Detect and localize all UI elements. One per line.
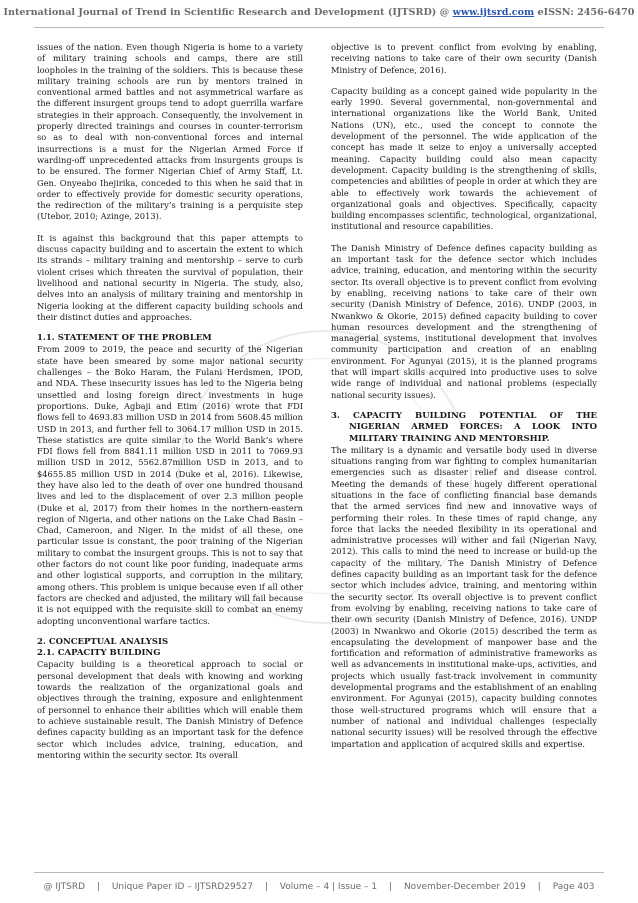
journal-title: International Journal of Trend in Scientific Research and Development (IJTSRD) xyxy=(3,7,437,18)
paragraph: objective is to prevent conflict from evolving by enabling, receiving nations to take care of their own security (Danish Ministry of Defence, 2016). xyxy=(331,42,597,75)
left-column xyxy=(37,42,303,850)
section-heading-capacity-building-potential: 3. CAPACITY BUILDING POTENTIAL OF THE NIGERIAN ARMED FORCES: A LOOK INTO MILITARY TRAINING AND MENTORSHIP. xyxy=(331,410,597,444)
footer-rule xyxy=(34,872,604,873)
journal-header xyxy=(0,0,638,26)
footer-volume: Volume – 4 | Issue – 1 xyxy=(279,882,378,892)
paragraph: Capacity building is a theoretical approach to social or personal development that deals with knowing and working towards the realization of the organizational goals and objectives through the training, exposure and enlightenment of personnel to enhance their abilities which will enable them to achieve sustainable result. The Danish Ministry of Defence defines capacity building as an important task for the defence sector which includes advice, training, education, and mentoring within the security sector. Its overall xyxy=(37,659,303,760)
paragraph: From 2009 to 2019, the peace and security of the Nigerian state have been smeared by some major national security challenges – the Boko Haram, the Fulani Herdsmen, IPOD, and NDA. These insecurity issues has led to the Nigeria being unsettled and losing foreign direct investments in huge proportions. Duke, Agbaji and Etim (2016) wrote that FDI flows fell to 4693.83 million USD in 2014 from 5608.45 million USD in 2013, and further fell to 3064.17 million USD in 2015. These statistics are quite similar to the World Bank’s where FDI flows fell from 8841.11 million USD in 2011 to 7069.93 million USD in 2012, 5562.87million USD in 2013, and to $4655.85 million USD in 2014 (Duke et al, 2016). Likewise, they have also led to the death of over one hundred thousand lives and led to the displacement of over 2.3 million people (Duke et al, 2017) from their homes in the northern-eastern region of Nigeria, and other nations on the Lake Chad Basin – Chad, Cameroon, and Niger. In the midst of all these, one particular issue is constant, the poor training of the Nigerian military to combat the insurgent groups. This is not to say that other factors do not count like poor funding, inadequate arms and other logistical supports, and corruption in the military, among others. This problem is unique because even if all other factors are checked and adjusted, the military will fail because it is not equipped with the requisite skill to combat an enemy adopting unconventional warfare tactics. xyxy=(37,344,303,626)
footer-separator: | xyxy=(389,882,393,892)
section-heading-conceptual-analysis: 2. CONCEPTUAL ANALYSIS xyxy=(37,636,169,647)
journal-url-link[interactable]: www.ijtsrd.com xyxy=(452,7,535,18)
header-rule xyxy=(34,27,604,28)
page-footer xyxy=(0,882,638,892)
footer-site: @ IJTSRD xyxy=(43,882,86,892)
paragraph: issues of the nation. Even though Nigeria is home to a variety of military training schools and camps, there are still loopholes in the training of the soldiers. This is because these military training schools are run by mentors trained in conventional armed battles and not asymmetrical warfare as the different insurgent groups tend to adopt guerrilla warfare strategies in their approach. Consequently, the involvement in properly directed trainings and courses in counter-terrorism so as to deal with non-conventional forces and internal insurrections is a must for the Nigerian Armed Force if warding-off unprecedented attacks from insurgents groups is to be ensured. The former Nigerian Chief of Army Staff, Lt. Gen. Onyeabo Ihejirika, conceded to this when he said that in order to effectively provide for domestic security operations, the redirection of the military’s training is a perquisite step (Utebor, 2010; Azinge, 2013). xyxy=(37,42,303,222)
footer-separator: | xyxy=(537,882,541,892)
paragraph: The military is a dynamic and versatile body used in diverse situations ranging from war fighting to complex humanitarian emergencies such as disaster relief and disease control. Meeting the demands of these hugely different operational situations in the face of conflicting financial base demands that the armed services find new and innovative ways of performing their roles. In these times of rapid change, any force that lacks the needed flexibility in its operational and administrative processes will wither and fail (Nigerian Navy, 2012). This calls to mind the need to increase or build-up the capacity of the military. The Danish Ministry of Defence defines capacity building as an important task for the defence sector which includes advice, training, and mentoring within the security sector. Its overall objective is to prevent conflict from evolving by enabling, receiving nations to take care of their own security (Danish Ministry of Defence, 2016). UNDP (2003) in Nwankwo and Okorie (2015) described the term as encapsulating the development of manpower base and the fortification and reformation of administrative frameworks as well as advancements in institutional make-ups, activities, and projects which usually fast-track involvement in community developmental programs and the establishment of an enabling environment. For Agunyai (2015), capacity building connotes those well-structured programs which will ensure that a number of national and individual challenges (especially national security issues) will be resolved through the effective impartation and application of acquired skills and expertise. xyxy=(331,444,597,749)
paragraph: Capacity building as a concept gained wide popularity in the early 1990. Several governmental, non-governmental and international organizations like the World Bank, United Nations (UN), etc., used the concept to connote the development of the personnel. The wide application of the concept has made it seize to enjoy a universally accepted meaning. Capacity building could also mean capacity development. Capacity building is the strengthening of skills, competencies and abilities of people in order at which they are able to effectively work towards the achievement of organizational goals and objectives. Specifically, capacity building encompasses scientific, technological, organizational, institutional and resource capabilities. xyxy=(331,85,597,232)
footer-paper-id: Unique Paper ID – IJTSRD29527 xyxy=(111,882,253,892)
paragraph: The Danish Ministry of Defence defines capacity building as an important task for the defence sector which includes advice, training, education, and mentoring within the security sector. Its overall objective is to prevent conflict from evolving by enabling, receiving nations to take care of their own security (Danish Ministry of Defence, 2016). UNDP (2003, in Nwankwo & Okorie, 2015) defined capacity building to cover human resources development and the strengthening of managerial systems, institutional development that involves community participation and creation of an enabling environment. For Agunyai (2015), it is the planned programs that will impart skills acquired into productive uses to solve wide range of individual and national problems (especially national security issues). xyxy=(331,242,597,400)
header-at: @ xyxy=(439,7,450,18)
footer-page-number: Page 403 xyxy=(552,882,595,892)
paragraph: It is against this background that this paper attempts to discuss capacity building and to ascertain the extent to which its strands – military training and mentorship – serve to curb violent crises which threaten the survival of population, their livelihood and national security in Nigeria. The study, also, delves into an analysis of military training and mentorship in Nigeria looking at the different capacity building schools and their distinct duties and approaches. xyxy=(37,232,303,322)
right-column xyxy=(331,42,597,850)
section-heading-statement-of-problem: 1.1. STATEMENT OF THE PROBLEM xyxy=(37,333,212,344)
footer-separator: | xyxy=(96,882,100,892)
footer-separator: | xyxy=(264,882,268,892)
section-heading-capacity-building: 2.1. CAPACITY BUILDING xyxy=(37,648,161,659)
journal-issn: eISSN: 2456-6470 xyxy=(537,7,635,18)
footer-date: November-December 2019 xyxy=(403,882,526,892)
